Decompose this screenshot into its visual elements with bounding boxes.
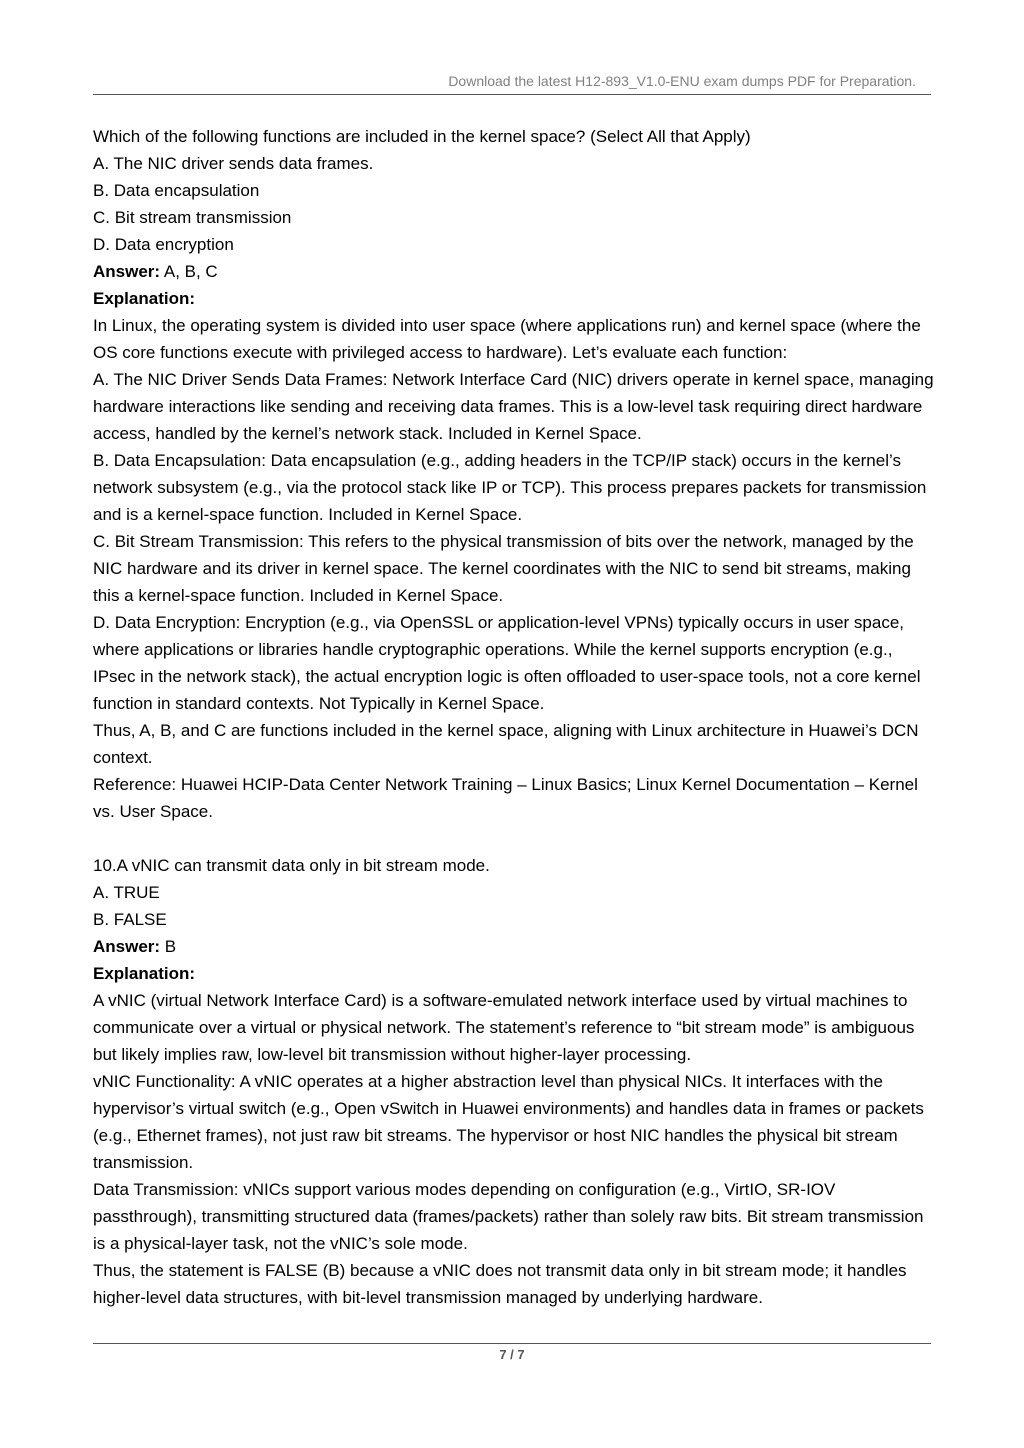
- explanation-paragraph: In Linux, the operating system is divided into user space (where applications run) and kernel space (where the OS core functions execute with privileged access to hardware). Let’s evaluate each function:: [93, 316, 921, 362]
- question-separator: [93, 825, 938, 852]
- explanation-paragraph: Reference: Huawei HCIP-Data Center Network Training – Linux Basics; Linux Kernel Documentation – Kernel vs. User Space.: [93, 775, 918, 821]
- answer-value: B: [160, 937, 177, 956]
- header-divider: [93, 94, 931, 95]
- page-header-text: Download the latest H12-893_V1.0-ENU exam dumps PDF for Preparation.: [448, 73, 916, 89]
- question-9-option-b: B. Data encapsulation: [93, 181, 260, 200]
- question-9-text: Which of the following functions are included in the kernel space? (Select All that Apply): [93, 127, 751, 146]
- explanation-paragraph: B. Data Encapsulation: Data encapsulation (e.g., adding headers in the TCP/IP stack) occurs in the kernel’s network subsystem (e.g., via the protocol stack like IP or TCP). This process prepares packets for transmission and is a kernel-space function. Included in Kernel Space.: [93, 451, 927, 524]
- answer-label: Answer:: [93, 262, 161, 281]
- explanation-paragraph: Data Transmission: vNICs support various modes depending on configuration (e.g., VirtIO, SR-IOV passthrough), transmitting structured data (frames/packets) rather than solely raw bits. Bit stream transmission is a physical-layer task, not the vNIC’s sole mode.: [93, 1180, 924, 1253]
- question-10-option-a: A. TRUE: [93, 883, 160, 902]
- page-number: 7 / 7: [499, 1347, 525, 1362]
- explanation-paragraph: C. Bit Stream Transmission: This refers to the physical transmission of bits over the network, managed by the NIC hardware and its driver in kernel space. The kernel coordinates with the NIC to send bit streams, making this a kernel-space function. Included in Kernel Space.: [93, 532, 914, 605]
- footer-divider: [93, 1343, 931, 1344]
- explanation-paragraph: Thus, A, B, and C are functions included in the kernel space, aligning with Linux architecture in Huawei’s DCN context.: [93, 721, 919, 767]
- question-10-explanation-label: Explanation:: [93, 964, 196, 983]
- question-10-answer: [93, 933, 938, 960]
- question-10-option-b: B. FALSE: [93, 910, 167, 929]
- explanation-paragraph: D. Data Encryption: Encryption (e.g., via OpenSSL or application-level VPNs) typically occurs in user space, where applications or libraries handle cryptographic operations. While the kernel supports encryption (e.g., IPsec in the network stack), the actual encryption logic is often offloaded to user-space tools, not a core kernel function in standard contexts. Not Typically in Kernel Space.: [93, 613, 921, 713]
- question-9-option-c: C. Bit stream transmission: [93, 208, 292, 227]
- explanation-paragraph: vNIC Functionality: A vNIC operates at a higher abstraction level than physical NICs. It interfaces with the hypervisor’s virtual switch (e.g., Open vSwitch in Huawei environments) and handles data in frames or packets (e.g., Ethernet frames), not just raw bit streams. The hypervisor or host NIC handles the physical bit stream transmission.: [93, 1072, 924, 1172]
- explanation-paragraph: A. The NIC Driver Sends Data Frames: Network Interface Card (NIC) drivers operate in kernel space, managing hardware interactions like sending and receiving data frames. This is a low-level task requiring direct hardware access, handled by the kernel’s network stack. Included in Kernel Space.: [93, 370, 934, 443]
- question-9-option-a: A. The NIC driver sends data frames.: [93, 154, 374, 173]
- answer-value: A, B, C: [160, 262, 218, 281]
- explanation-paragraph: Thus, the statement is FALSE (B) because a vNIC does not transmit data only in bit stream mode; it handles higher-level data structures, with bit-level transmission managed by underlying hardware.: [93, 1261, 907, 1307]
- question-9-explanation-label: Explanation:: [93, 289, 196, 308]
- question-10-text: 10.A vNIC can transmit data only in bit stream mode.: [93, 856, 490, 875]
- answer-label: Answer:: [93, 937, 161, 956]
- question-9-answer: [93, 258, 938, 285]
- question-9-option-d: D. Data encryption: [93, 235, 234, 254]
- document-body: [93, 123, 938, 1311]
- explanation-paragraph: A vNIC (virtual Network Interface Card) is a software-emulated network interface used by virtual machines to communicate over a virtual or physical network. The statement’s reference to “bit stream mode” is ambiguous but likely implies raw, low-level bit transmission without higher-layer processing.: [93, 991, 915, 1064]
